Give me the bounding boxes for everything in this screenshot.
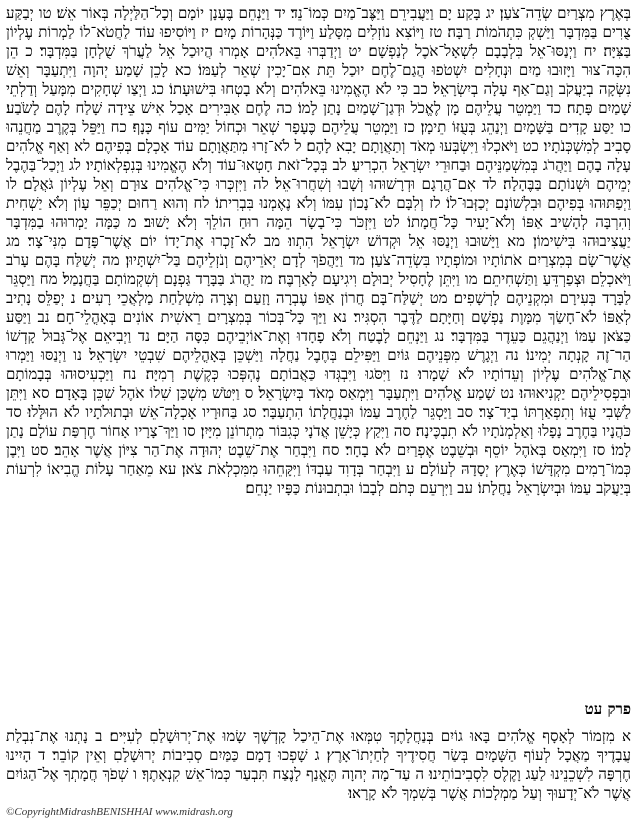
page — [6, 4, 631, 821]
psalm-78-text: בְּאֶרֶץ מִצְרַיִם שְׂדֵה־צֹעַן׃ יג בָּקַע יָם וַיַּעֲבִירֵם וַיַּצֶּב־מַיִם כְּמוֹ־נֵד׃ יד וַיַּנְחֵם בֶּעָנָן יוֹמָם וְכָל־הַלַּיְלָה בְּאוֹר אֵשׁ׃ טו יְבַקַּע צֻרִים בַּמִּדְבָּר וַיַּשְׁקְ כִּתְהֹמוֹת רַבָּה׃ טז וַיּוֹצִא נוֹזְלִים מִסָּלַע וַיּוֹרֶד כַּנְּהָרוֹת מָיִם׃ יז וַיּוֹסִיפוּ עוֹד לַחֲטֹא־לוֹ לַמְרוֹת עֶלְיוֹן בַּצִּיָּה׃ יח וַיְנַסּוּ־אֵל בִּלְבָבָם לִשְׁאָל־אֹכֶל לְנַפְשָׁם׃ יט וַיְדַבְּרוּ בֵּאלֹהִים אָמְרוּ הֲיוּכַל אֵל לַעֲרֹךְ שֻׁלְחָן בַּמִּדְבָּר׃ כ הֵן הִכָּה־צוּר וַיָּזוּבוּ מַיִם וּנְחָלִים יִשְׁטֹפוּ הֲגַם־לֶחֶם יוּכַל תֵּת אִם־יָכִין שְׁאֵר לְעַמּוֹ׃ כא לָכֵן שָׁמַע יְהוָה וַיִּתְעַבָּר וְאֵשׁ נִשְּׂקָה בְיַעֲקֹב וְגַם־אַף עָלָה בְיִשְׂרָאֵל׃ כב כִּי לֹא הֶאֱמִינוּ בֵּאלֹהִים וְלֹא בָטְחוּ בִּישׁוּעָתוֹ׃ כג וַיְצַו שְׁחָקִים מִמָּעַל וְדַלְתֵי שָׁמַיִם פָּתָח׃ כד וַיַּמְטֵר עֲלֵיהֶם מָן לֶאֱכֹל וּדְגַן־שָׁמַיִם נָתַן לָמוֹ׃ כה לֶחֶם אַבִּירִים אָכַל אִישׁ צֵידָה שָׁלַח לָהֶם לָשֹׂבַע׃ כו יַסַּע קָדִים בַּשָּׁמָיִם וַיְנַהֵג בְּעֻזּוֹ תֵימָן׃ כז וַיַּמְטֵר עֲלֵיהֶם כֶּעָפָר שְׁאֵר וּכְחוֹל יַמִּים עוֹף כָּנָף׃ כח וַיַּפֵּל בְּקֶרֶב מַחֲנֵהוּ סָבִיב לְמִשְׁכְּנֹתָיו׃ כט וַיֹּאכְלוּ וַיִּשְׂבְּעוּ מְאֹד וְתַאֲוָתָם יָבִא לָהֶם׃ ל לֹא־זָרוּ מִתַּאֲוָתָם עוֹד אָכְלָם בְּפִיהֶם׃ לא וְאַף אֱלֹהִים עָלָה בָהֶם וַיַּהֲרֹג בְּמִשְׁמַנֵּיהֶם וּבַחוּרֵי יִשְׂרָאֵל הִכְרִיעַ׃ לב בְּכָל־זֹאת חָטְאוּ־עוֹד וְלֹא הֶאֱמִינוּ בְּנִפְלְאוֹתָיו׃ לג וַיְכַל־בַּהֶבֶל יְמֵיהֶם וּשְׁנוֹתָם בַּבֶּהָלָה׃ לד אִם־הֲרָגָם וּדְרָשׁוּהוּ וְשָׁבוּ וְשִׁחֲרוּ־אֵל׃ לה וַיִּזְכְּרוּ כִּי־אֱלֹהִים צוּרָם וְאֵל עֶלְיוֹן גֹּאֲלָם׃ לו וַיְפַתּוּהוּ בְּפִיהֶם וּבִלְשׁוֹנָם יְכַזְּבוּ־לוֹ׃ לז וְלִבָּם לֹא־נָכוֹן עִמּוֹ וְלֹא נֶאֶמְנוּ בִּבְרִיתוֹ׃ לח וְהוּא רַחוּם יְכַפֵּר עָוֹן וְלֹא יַשְׁחִית וְהִרְבָּה לְהָשִׁיב אַפּוֹ וְלֹא־יָעִיר כָּל־חֲמָתוֹ׃ לט וַיִּזְכֹּר כִּי־בָשָׂר הֵמָּה רוּחַ הוֹלֵךְ וְלֹא יָשׁוּב׃ מ כַּמָּה יַמְרוּהוּ בַמִּדְבָּר יַעֲצִיבוּהוּ בִּישִׁימוֹן׃ מא וַיָּשׁוּבוּ וַיְנַסּוּ אֵל וּקְדוֹשׁ יִשְׂרָאֵל הִתְווּ׃ מב לֹא־זָכְרוּ אֶת־יָדוֹ יוֹם אֲשֶׁר־פָּדָם מִנִּי־צָר׃ מג אֲשֶׁר־שָׂם בְּמִצְרַיִם אֹתוֹתָיו וּמוֹפְתָיו בִּשְׂדֵה־צֹעַן׃ מד וַיַּהֲפֹךְ לְדָם יְאֹרֵיהֶם וְנֹזְלֵיהֶם בַּל־יִשְׁתָּיוּן׃ מה יְשַׁלַּח בָּהֶם עָרֹב וַיֹּאכְלֵם וּצְפַרְדֵּעַ וַתַּשְׁחִיתֵם׃ מו וַיִּתֵּן לֶחָסִיל יְבוּלָם וִיגִיעָם לָאַרְבֶּה׃ מז יַהֲרֹג בַּבָּרָד גַּפְנָם וְשִׁקְמוֹתָם בַּחֲנָמַל׃ מח וַיַּסְגֵּר לַבָּרָד בְּעִירָם וּמִקְנֵיהֶם לָרְשָׁפִים׃ מט יְשַׁלַּח־בָּם חֲרוֹן אַפּוֹ עֶבְרָה וָזַעַם וְצָרָה מִשְׁלַחַת מַלְאֲכֵי רָעִים׃ נ יְפַלֵּס נָתִיב לְאַפּוֹ לֹא־חָשַׂךְ מִמָּוֶת נַפְשָׁם וְחַיָּתָם לַדֶּבֶר הִסְגִּיר׃ נא וַיַּךְ כָּל־בְּכוֹר בְּמִצְרָיִם רֵאשִׁית אוֹנִים בְּאָהֳלֵי־חָם׃ נב וַיַּסַּע כַּצֹּאן עַמּוֹ וַיְנַהֲגֵם כַּעֵדֶר בַּמִּדְבָּר׃ נג וַיַּנְחֵם לָבֶטַח וְלֹא פָחָדוּ וְאֶת־אוֹיְבֵיהֶם כִּסָּה הַיָּם׃ נד וַיְבִיאֵם אֶל־גְּבוּל קָדְשׁוֹ הַר־זֶה קָנְתָה יְמִינוֹ׃ נה וַיְגָרֶשׁ מִפְּנֵיהֶם גּוֹיִם וַיַּפִּילֵם בְּחֶבֶל נַחֲלָה וַיַּשְׁכֵּן בְּאָהֳלֵיהֶם שִׁבְטֵי יִשְׂרָאֵל׃ נו וַיְנַסּוּ וַיַּמְרוּ אֶת־אֱלֹהִים עֶלְיוֹן וְעֵדוֹתָיו לֹא שָׁמָרוּ׃ נז וַיִּסֹּגוּ וַיִּבְגְּדוּ כַּאֲבוֹתָם נֶהְפְּכוּ כְּקֶשֶׁת רְמִיָּה׃ נח וַיַּכְעִיסוּהוּ בְּבָמוֹתָם וּבִפְסִילֵיהֶם יַקְנִיאוּהוּ׃ נט שָׁמַע אֱלֹהִים וַיִּתְעַבָּר וַיִּמְאַס מְאֹד בְּיִשְׂרָאֵל׃ ס וַיִּטֹּשׁ מִשְׁכַּן שִׁלוֹ אֹהֶל שִׁכֵּן בָּאָדָם׃ סא וַיִּתֵּן לַשְּׁבִי עֻזּוֹ וְתִפְאַרְתּוֹ בְיַד־צָר׃ סב וַיַּסְגֵּר לַחֶרֶב עַמּוֹ וּבְנַחֲלָתוֹ הִתְעַבָּר׃ סג בַּחוּרָיו אָכְלָה־אֵשׁ וּבְתוּלֹתָיו לֹא הוּלָּלוּ׃ סד כֹּהֲנָיו בַּחֶרֶב נָפָלוּ וְאַלְמְנֹתָיו לֹא תִבְכֶּינָה׃ סה וַיִּקַץ כְּיָשֵׁן אֲדֹנָי כְּגִבּוֹר מִתְרוֹנֵן מִיָּיִן׃ סו וַיַּךְ־צָרָיו אָחוֹר חֶרְפַּת עוֹלָם נָתַן לָמוֹ׃ סז וַיִּמְאַס בְּאֹהֶל יוֹסֵף וּבְשֵׁבֶט אֶפְרַיִם לֹא בָחָר׃ סח וַיִּבְחַר אֶת־שֵׁבֶט יְהוּדָה אֶת־הַר צִיּוֹן אֲשֶׁר אָהֵב׃ סט וַיִּבֶן כְּמוֹ־רָמִים מִקְדָּשׁוֹ כְּאֶרֶץ יְסָדָהּ לְעוֹלָם׃ ע וַיִּבְחַר בְּדָוִד עַבְדּוֹ וַיִּקָּחֵהוּ מִמִּכְלְאֹת צֹאן׃ עא מֵאַחַר עָלוֹת הֱבִיאוֹ לִרְעוֹת בְּיַעֲקֹב עַמּוֹ וּבְיִשְׂרָאֵל נַחֲלָתוֹ׃ עב וַיִּרְעֵם כְּתֹם לְבָבוֹ וּבִתְבוּנוֹת כַּפָּיו יַנְחֵם׃ — [6, 4, 631, 497]
psalm-79-text: א מִזְמוֹר לְאָסָף אֱלֹהִים בָּאוּ גוֹיִם בְּנַחֲלָתֶךָ טִמְּאוּ אֶת־הֵיכַל קָדְשֶׁךָ שָׂמוּ אֶת־יְרוּשָׁלַםִ לְעִיִּים׃ ב נָתְנוּ אֶת־נִבְלַת עֲבָדֶיךָ מַאֲכָל לְעוֹף הַשָּׁמָיִם בְּשַׂר חֲסִידֶיךָ לְחַיְתוֹ־אָרֶץ׃ ג שָׁפְכוּ דָמָם כַּמַּיִם סְבִיבוֹת יְרוּשָׁלָםִ וְאֵין קוֹבֵר׃ ד הָיִינוּ חֶרְפָּה לִשְׁכֵנֵינוּ לַעַג וָקֶלֶס לִסְבִיבוֹתֵינוּ׃ ה עַד־מָה יְהוָה תֶּאֱנַף לָנֶצַח תִּבְעַר כְּמוֹ־אֵשׁ קִנְאָתֶךָ׃ ו שְׁפֹךְ חֲמָתְךָ אֶל־הַגּוֹיִם אֲשֶׁר לֹא־יְדָעוּךָ וְעַל מַמְלָכוֹת אֲשֶׁר בְּשִׁמְךָ לֹא קָרָאוּ׃ — [6, 727, 631, 802]
copyright-notice: ©CopyrightMidrashBENISHHAI www.midrash.org — [6, 806, 233, 818]
chapter-heading: פרק עט — [584, 700, 631, 718]
